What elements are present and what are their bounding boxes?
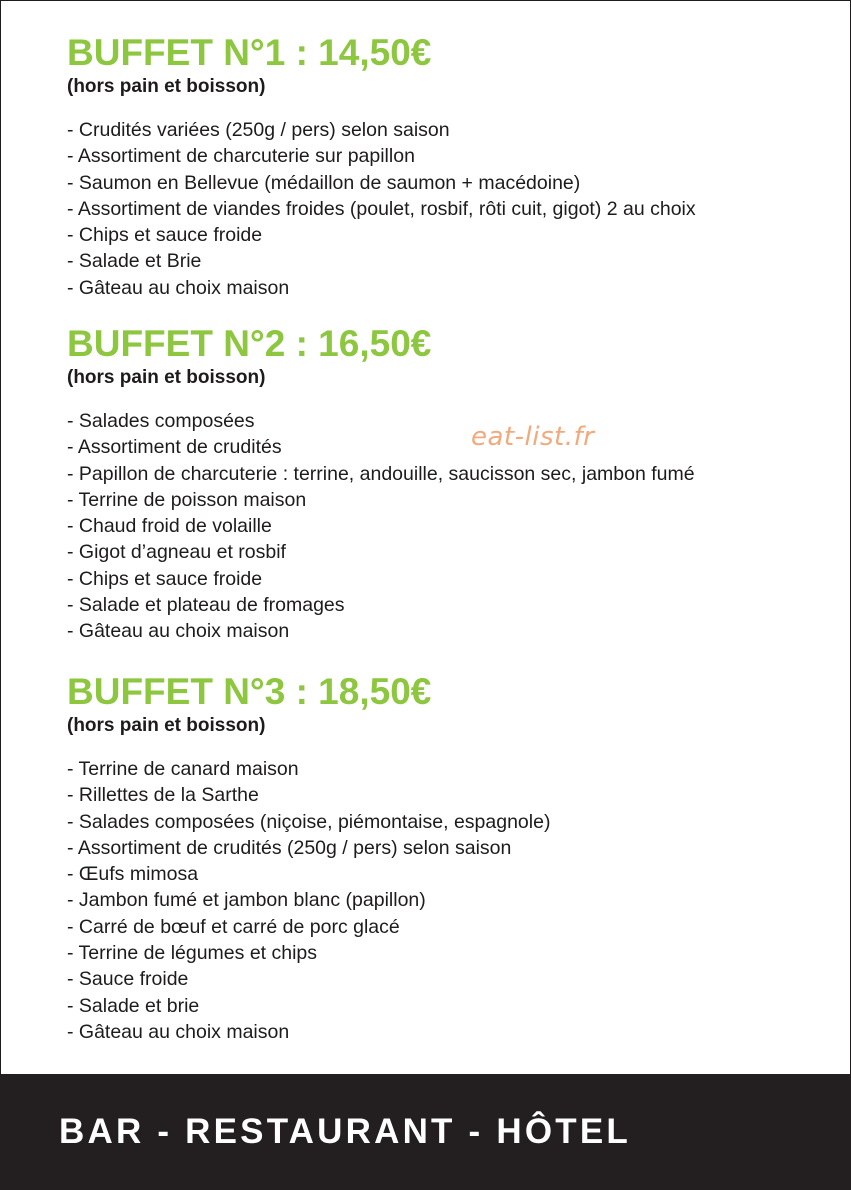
list-item: - Gigot d’agneau et rosbif — [67, 541, 286, 564]
list-item: - Chips et sauce froide — [67, 224, 263, 247]
buffet-item-list — [67, 756, 550, 1045]
watermark-text: eat-list.fr — [471, 422, 595, 452]
list-item: - Terrine de canard maison — [67, 758, 299, 780]
buffet-title: BUFFET N°1 : 14,50€ — [67, 32, 432, 73]
buffet-subtitle: (hors pain et boisson) — [67, 76, 266, 97]
list-item: - Chaud froid de volaille — [67, 515, 272, 538]
footer-banner — [0, 1074, 851, 1190]
list-item: - Papillon de charcuterie : terrine, andouille, saucisson sec, jambon fumé — [67, 462, 695, 485]
footer-text: BAR - RESTAURANT - HÔTEL — [59, 1112, 631, 1151]
list-item: - Salades composées (niçoise, piémontaise, espagnole) — [67, 810, 551, 833]
list-item: - Salade et brie — [67, 994, 200, 1017]
list-item: - Salades composées — [67, 410, 255, 432]
buffet-item-list — [67, 117, 696, 301]
list-item: - Assortiment de crudités (250g / pers) selon saison — [67, 836, 512, 859]
list-item: - Gâteau au choix maison — [67, 1020, 290, 1043]
list-item: - Jambon fumé et jambon blanc (papillon) — [67, 889, 426, 912]
buffet-title: BUFFET N°2 : 16,50€ — [67, 323, 432, 364]
list-item: - Rillettes de la Sarthe — [67, 784, 259, 807]
list-item: - Œufs mimosa — [67, 863, 199, 886]
list-item: - Assortiment de viandes froides (poulet, rosbif, rôti cuit, gigot) 2 au choix — [67, 197, 696, 220]
buffet-title: BUFFET N°3 : 18,50€ — [67, 671, 432, 712]
list-item: - Saumon en Bellevue (médaillon de saumon + macédoine) — [67, 171, 581, 194]
buffet-item-list — [67, 408, 695, 645]
buffet-section-2 — [67, 322, 695, 645]
list-item: - Crudités variées (250g / pers) selon saison — [67, 119, 450, 141]
buffet-subtitle: (hors pain et boisson) — [67, 715, 266, 736]
list-item: - Salade et Brie — [67, 250, 202, 273]
buffet-subtitle: (hors pain et boisson) — [67, 367, 266, 388]
list-item: - Gâteau au choix maison — [67, 276, 290, 299]
buffet-section-1 — [67, 31, 696, 301]
list-item: - Chips et sauce froide — [67, 567, 263, 590]
list-item: - Terrine de poisson maison — [67, 488, 307, 511]
buffet-section-3 — [67, 670, 550, 1045]
list-item: - Carré de bœuf et carré de porc glacé — [67, 915, 400, 938]
list-item: - Terrine de légumes et chips — [67, 942, 318, 965]
list-item: - Salade et plateau de fromages — [67, 594, 345, 617]
list-item: - Gâteau au choix maison — [67, 620, 290, 643]
list-item: - Assortiment de charcuterie sur papillon — [67, 145, 415, 168]
list-item: - Sauce froide — [67, 968, 189, 991]
list-item: - Assortiment de crudités — [67, 436, 282, 459]
